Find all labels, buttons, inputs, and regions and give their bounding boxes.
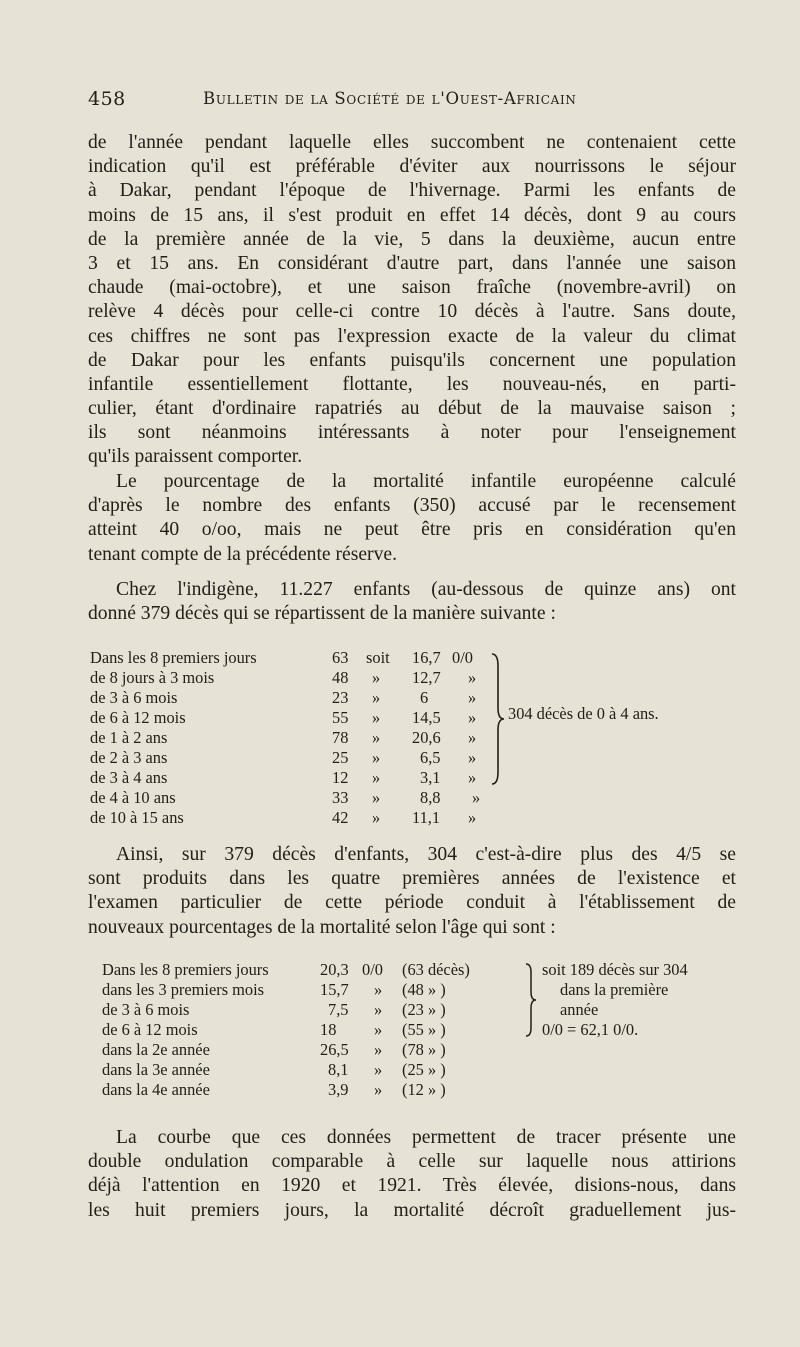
text-line: ils sont néanmoins intéressants à noter pour l'enseignement <box>88 422 736 444</box>
count-cell: 63 <box>332 648 349 667</box>
age-cell: de 10 à 15 ans <box>90 808 184 827</box>
unit-cell: » <box>374 1040 383 1059</box>
percent-cell: 15,7 <box>320 980 349 999</box>
right-brace-icon <box>524 962 538 1038</box>
percent-cell: 7,5 <box>328 1000 349 1019</box>
age-cell: de 6 à 12 mois <box>90 708 186 727</box>
unit-cell: » <box>374 1060 383 1079</box>
deaths-cell: (23 » ) <box>402 1000 446 1019</box>
text-line: Le pourcentage de la mortalité infantile européenne calculé <box>116 471 736 492</box>
text-line: infantile essentiellement flottante, les nouveau-nés, en parti- <box>88 373 736 395</box>
age-cell: de 8 jours à 3 mois <box>90 668 215 687</box>
percent-cell: 14,5 <box>412 708 441 727</box>
age-cell: de 3 à 6 mois <box>102 1000 190 1019</box>
unit-cell: 0/0 <box>452 648 473 667</box>
age-cell: de 4 à 10 ans <box>90 788 176 807</box>
unit-cell: » <box>468 708 477 727</box>
page-header <box>88 88 748 114</box>
percent-cell: 20,3 <box>320 960 349 979</box>
text-line: culier, étant d'ordinaire rapatriés au début de la mauvaise saison ; <box>88 398 736 420</box>
text-line: de Dakar pour les enfants puisqu'ils concernent une population <box>88 349 736 371</box>
text-line: l'examen particulier de cette période conduit à l'établissement de <box>88 892 736 914</box>
age-cell: de 2 à 3 ans <box>90 748 168 767</box>
paragraph-1 <box>88 131 736 470</box>
count-cell: 48 <box>332 668 349 687</box>
separator-cell: » <box>372 668 381 687</box>
page-number: 458 <box>88 88 126 110</box>
text-line: chaude (mai-octobre), et une saison fraîche (novembre-avril) on <box>88 277 736 299</box>
percent-cell: 12,7 <box>412 668 441 687</box>
separator-cell: » <box>372 728 381 747</box>
unit-cell: » <box>374 1000 383 1019</box>
count-cell: 42 <box>332 808 349 827</box>
age-cell: de 1 à 2 ans <box>90 728 168 747</box>
text-line: relève 4 décès pour celle-ci contre 10 décès à l'autre. Sans doute, <box>88 301 736 323</box>
text-line: moins de 15 ans, il s'est produit en effet 14 décès, dont 9 au cours <box>88 204 736 226</box>
paragraph-2 <box>88 470 736 567</box>
unit-cell: » <box>374 1020 383 1039</box>
percent-cell: 16,7 <box>412 648 441 667</box>
age-cell: Dans les 8 premiers jours <box>90 648 257 667</box>
percent-cell: 3,1 <box>420 768 441 787</box>
brace-note-line-2: dans la première <box>560 980 669 999</box>
running-title: Bulletin de la Société de l'Ouest-Africain <box>203 89 577 108</box>
percent-cell: 8,8 <box>420 788 441 807</box>
separator-cell: » <box>372 808 381 827</box>
deaths-cell: (25 » ) <box>402 1060 446 1079</box>
text-line: indication qu'il est préférable d'éviter aux nourrissons le séjour <box>88 156 736 178</box>
separator-cell: » <box>372 748 381 767</box>
paragraph-4 <box>88 843 736 940</box>
age-cell: de 3 à 4 ans <box>90 768 168 787</box>
text-line: les huit premiers jours, la mortalité décroît graduellement jus- <box>88 1199 736 1221</box>
text-line: La courbe que ces données permettent de tracer présente une <box>116 1127 736 1148</box>
text-line: de la première année de la vie, 5 dans la deuxième, aucun entre <box>88 228 736 250</box>
unit-cell: » <box>468 808 477 827</box>
percent-cell: 6,5 <box>420 748 441 767</box>
unit-cell: » <box>468 768 477 787</box>
percent-cell: 18 <box>320 1020 337 1039</box>
right-brace-icon <box>490 652 506 786</box>
separator-cell: » <box>372 768 381 787</box>
text-line: sont produits dans les quatre premières années de l'existence et <box>88 868 736 890</box>
deaths-cell: (12 » ) <box>402 1080 446 1099</box>
deaths-cell: (55 » ) <box>402 1020 446 1039</box>
deaths-cell: (48 » ) <box>402 980 446 999</box>
percent-cell: 26,5 <box>320 1040 349 1059</box>
unit-cell: 0/0 <box>362 960 383 979</box>
unit-cell: » <box>374 1080 383 1099</box>
count-cell: 23 <box>332 688 349 707</box>
unit-cell: » <box>468 728 477 747</box>
text-line: Chez l'indigène, 11.227 enfants (au-dessous de quinze ans) ont <box>116 579 736 600</box>
percent-cell: 20,6 <box>412 728 441 747</box>
unit-cell: » <box>468 688 477 707</box>
text-line: déjà l'attention en 1920 et 1921. Très élevée, disions-nous, dans <box>88 1175 736 1197</box>
text-line: atteint 40 o/oo, mais ne peut être pris en considération qu'en <box>88 519 736 541</box>
count-cell: 55 <box>332 708 349 727</box>
unit-cell: » <box>468 668 477 687</box>
age-cell: dans la 4e année <box>102 1080 210 1099</box>
separator-cell: » <box>372 688 381 707</box>
unit-cell: » <box>374 980 383 999</box>
unit-cell: » <box>472 788 481 807</box>
separator-cell: » <box>372 708 381 727</box>
brace-note-line-3: année <box>560 1000 599 1019</box>
percent-cell: 6 <box>420 688 429 707</box>
text-line: donné 379 décès qui se répartissent de la manière suivante : <box>88 603 556 625</box>
count-cell: 25 <box>332 748 349 767</box>
brace-note-line-4: 0/0 = 62,1 0/0. <box>542 1020 639 1039</box>
age-cell: dans les 3 premiers mois <box>102 980 265 999</box>
deaths-cell: (63 décès) <box>402 960 470 979</box>
text-line: ces chiffres ne sont pas l'expression exacte de la valeur du climat <box>88 325 736 347</box>
unit-cell: » <box>468 748 477 767</box>
separator-cell: » <box>372 788 381 807</box>
age-cell: dans la 2e année <box>102 1040 210 1059</box>
age-cell: dans la 3e année <box>102 1060 210 1079</box>
paragraph-5 <box>88 1126 736 1223</box>
brace-note: 304 décès de 0 à 4 ans. <box>508 704 659 723</box>
text-line: qu'ils paraissent comporter. <box>88 446 303 468</box>
text-line: d'après le nombre des enfants (350) accusé par le recensement <box>88 495 736 517</box>
age-cell: de 6 à 12 mois <box>102 1020 198 1039</box>
percent-cell: 3,9 <box>328 1080 349 1099</box>
text-line: de l'année pendant laquelle elles succombent ne contenaient cette <box>88 132 736 153</box>
age-cell: Dans les 8 premiers jours <box>102 960 269 979</box>
separator-cell: soit <box>366 648 390 667</box>
text-line: double ondulation comparable à celle sur laquelle nous attirions <box>88 1151 736 1173</box>
age-cell: de 3 à 6 mois <box>90 688 178 707</box>
text-line: Ainsi, sur 379 décès d'enfants, 304 c'est-à-dire plus des 4/5 se <box>116 844 736 865</box>
count-cell: 78 <box>332 728 349 747</box>
paragraph-3 <box>88 578 736 626</box>
text-line: à Dakar, pendant l'époque de l'hivernage. Parmi les enfants de <box>88 180 736 202</box>
brace-note-line-1: soit 189 décès sur 304 <box>542 960 688 979</box>
percent-cell: 8,1 <box>328 1060 349 1079</box>
count-cell: 12 <box>332 768 349 787</box>
count-cell: 33 <box>332 788 349 807</box>
text-line: tenant compte de la précédente réserve. <box>88 543 397 565</box>
percent-cell: 11,1 <box>412 808 441 827</box>
deaths-cell: (78 » ) <box>402 1040 446 1059</box>
text-line: 3 et 15 ans. En considérant d'autre part, dans l'année une saison <box>88 252 736 274</box>
text-line: nouveaux pourcentages de la mortalité selon l'âge qui sont : <box>88 916 556 938</box>
